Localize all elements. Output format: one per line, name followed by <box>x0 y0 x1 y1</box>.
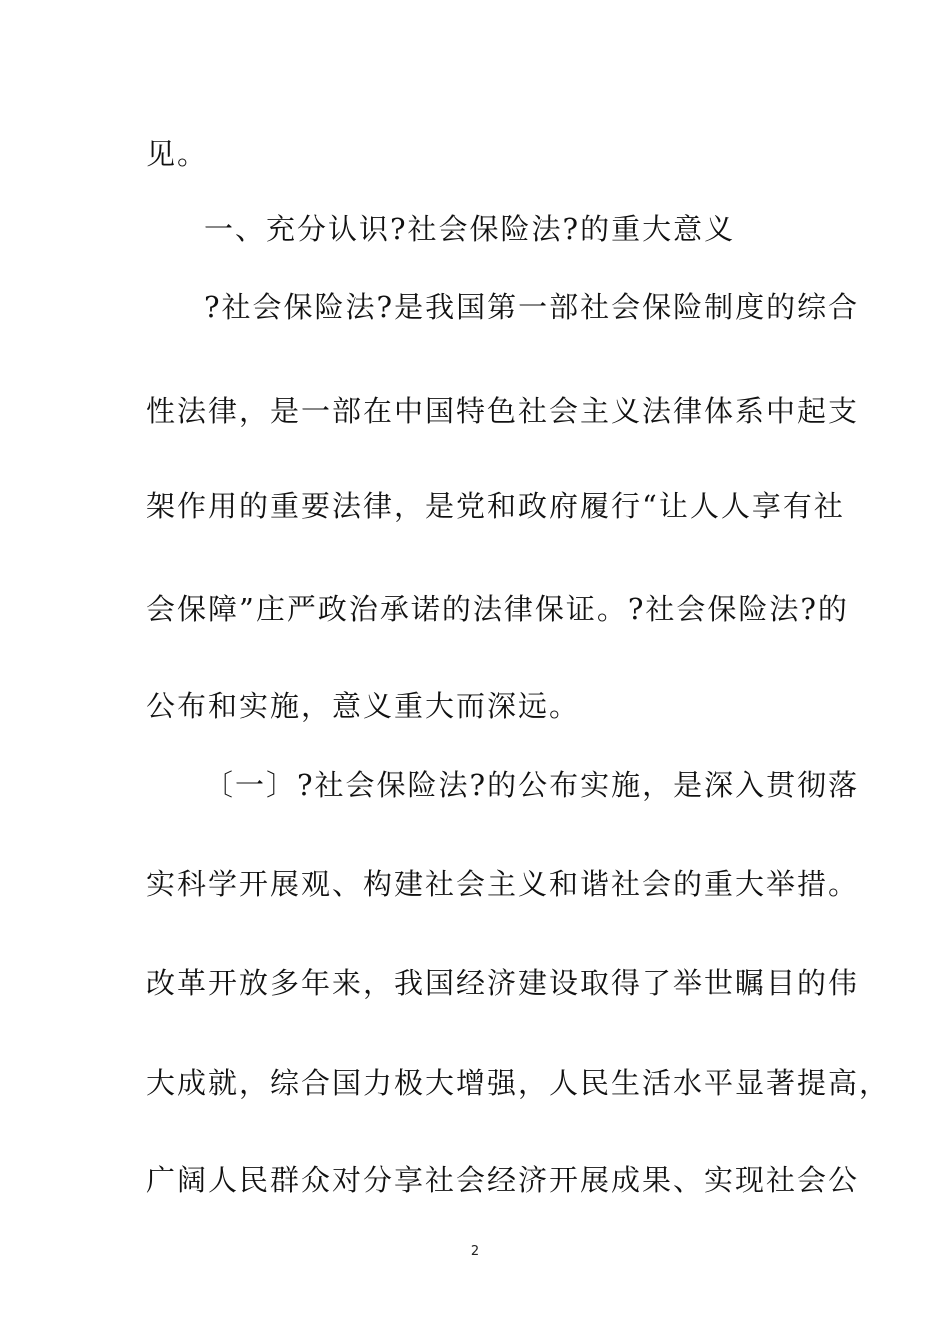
subsection-line: 〔一〕?社会保险法?的公布实施，是深入贯彻落 <box>204 768 860 802</box>
section-heading: 一、充分认识?社会保险法?的重大意义 <box>204 212 736 246</box>
text-line-10: 改革开放多年来，我国经济建设取得了举世瞩目的伟 <box>146 966 860 1000</box>
text-line-11: 大成就，综合国力极大增强，人民生活水平显著提高， <box>146 1066 891 1100</box>
text-line-9: 实科学开展观、构建社会主义和谐社会的重大举措。 <box>146 867 860 901</box>
text-line-5: 架作用的重要法律，是党和政府履行“让人人享有社 <box>146 489 845 523</box>
text-line-6: 会保障”庄严政治承诺的法律保证。?社会保险法?的 <box>146 592 849 626</box>
text-line-12: 广阔人民群众对分享社会经济开展成果、实现社会公 <box>146 1163 860 1197</box>
text-line-4: 性法律，是一部在中国特色社会主义法律体系中起支 <box>146 394 860 428</box>
text-line-3: ?社会保险法?是我国第一部社会保险制度的综合 <box>204 290 860 324</box>
text-line-1: 见。 <box>146 137 209 171</box>
page-number: 2 <box>470 1244 480 1259</box>
text-line-7: 公布和实施，意义重大而深远。 <box>146 689 581 723</box>
